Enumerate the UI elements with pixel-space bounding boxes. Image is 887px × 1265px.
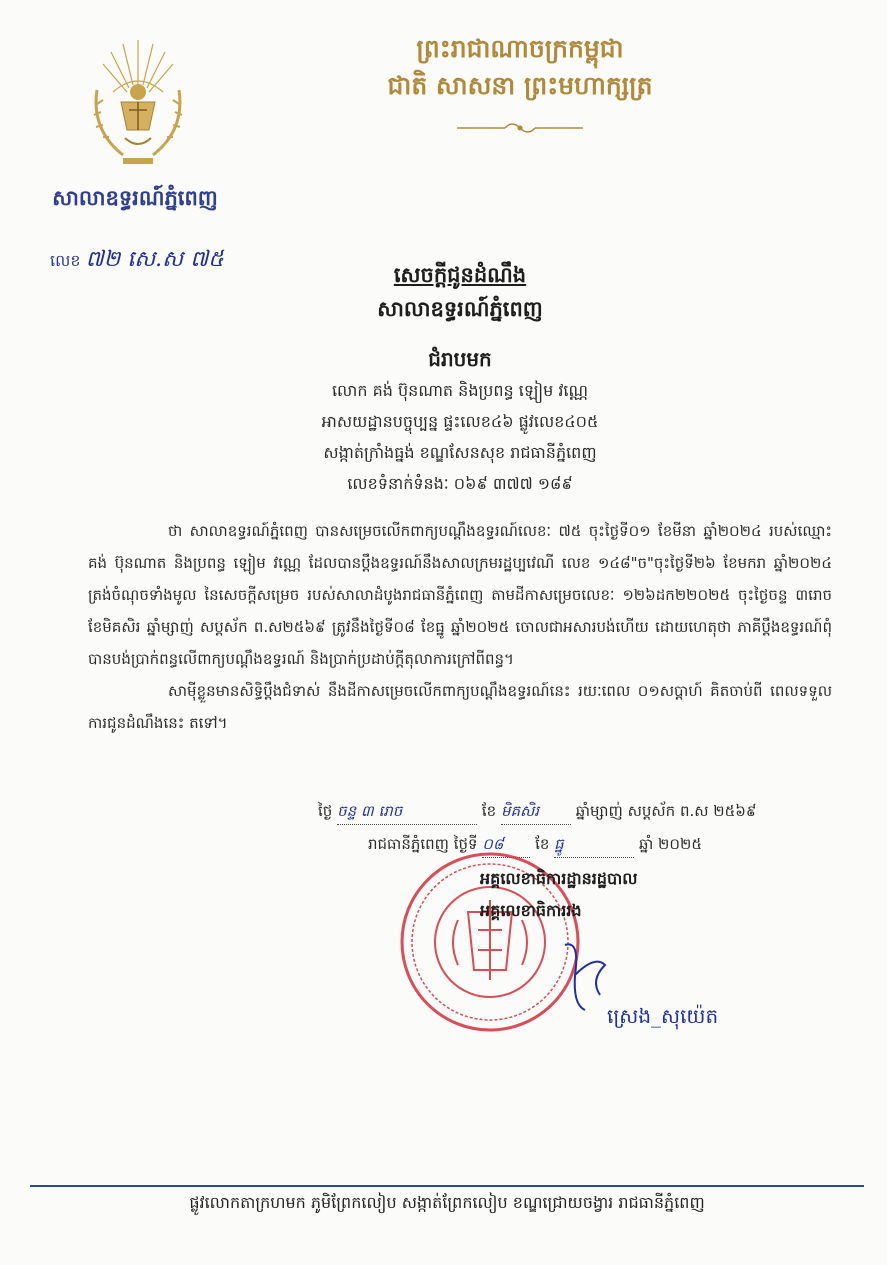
solar-month-label: ខែ [535, 835, 550, 853]
issuer-title: សាលាឧទ្ធរណ៍ភ្នំពេញ [377, 297, 543, 321]
recipient-address: អាសយដ្ឋានបច្ចុប្បន្ន ផ្ទះលេខ៤៦ ផ្លូវលេខ៤០៥ [321, 412, 599, 431]
lunar-prefix: ថ្ងៃ [318, 802, 333, 820]
recipient-name: លោក គង់ ប៊ុនណាត និងប្រពន្ធ ឡៀម វណ្ណេ [331, 381, 589, 400]
notice-title: សេចក្តីជូនដំណឹង [393, 263, 527, 287]
solar-month-handwritten: ធ្នូ [554, 835, 634, 858]
kingdom-header [300, 30, 740, 104]
signer-name: ស្រេង_សុយ៉េត [607, 1004, 719, 1028]
signature-title-1: អគ្គលេខាធិការដ្ឋានរដ្ឋបាល [480, 869, 638, 888]
recipient-phone: លេខទំនាក់ទំនងៈ ០៦៩ ៣៧៧ ១៨៩ [347, 474, 573, 493]
lunar-date-line [318, 802, 757, 825]
body-paragraph-2: សាម៉ីខ្លួនមានសិទ្ធិប្តឹងជំទាស់ នឹងដីកាសម្រេចលើកពាក្យបណ្តឹងឧទ្ធរណ៍នេះ រយៈពេល ០១សប្តាហ៍ គិតចាប់ពី ពេលទទួលការជូនដំណឹងនេះ តទៅ។ [88, 682, 832, 732]
lunar-suffix: ឆ្នាំម្សាញ់ សប្តស័ក ព.ស ២៥៦៩ [575, 802, 757, 820]
lunar-month-label: ខែ [481, 802, 497, 820]
footer-divider [30, 1185, 864, 1187]
solar-day-handwritten: ០៨ [482, 835, 530, 858]
lunar-day-handwritten: ចន្ទ ៣ រោច [337, 802, 477, 825]
body-paragraph-1: ថា សាលាឧទ្ធរណ៍ភ្នំពេញ បានសម្រេចលើកពាក្យបណ្តឹងឧទ្ធរណ៍លេខៈ ៧៥ ចុះថ្ងៃទី០១ ខែមីនា ឆ្នាំ២០២៤ របស់ឈ្មោះ គង់ ប៊ុនណាត និងប្រពន្ធ ឡៀម វណ្ណេ ដែលបានប្តឹងឧទ្ធរណ៍នឹងសាលក្រមរដ្ឋប្បវេណី លេខ ១៤៨"ច"ចុះថ្ងៃទី២៦ ខែមករា ឆ្នាំ២០២៤ ត្រង់ចំណុចទាំងមូល នៃសេចក្តីសម្រេច របស់សាលាដំបូងរាជធានីភ្នំពេញ តាមដីកាសម្រេចលេខៈ ១២៦ដក២២០២៥ ចុះថ្ងៃចន្ទ ៣រោច ខែមិគសិរ ឆ្នាំម្សាញ់ សប្តស័ក ព.ស២៥៦៩ ត្រូវនឹងថ្ងៃទី០៨ ខែធ្នូ ឆ្នាំ២០២៥ ចោលជាអសារបង់ហើយ ដោយហេតុថា ភាគីប្តឹងឧទ្ធរណ៍ពុំបានបង់ប្រាក់ពន្ធលើពាក្យបណ្តឹងឧទ្ធរណ៍ និងប្រាក់ប្រដាប់ក្តីតុលាការក្រៅពីពន្ធ។ [88, 522, 832, 668]
recipient-block [200, 375, 720, 499]
recipient-district: សង្កាត់ក្រាំងធ្នង់ ខណ្ឌសែនសុខ រាជធានីភ្នំពេញ [323, 443, 597, 462]
ref-handwritten: ៧២ សេ.ស ៧៥ [85, 247, 224, 272]
court-name: សាលាឧទ្ធរណ៍ភ្នំពេញ [52, 185, 218, 210]
signature-title-2: អគ្គលេខាធិការរង [480, 901, 582, 920]
motto-line: ជាតិ សាសនា ព្រះមហាក្សត្រ [387, 71, 653, 100]
salutation: ជំរាបមក [428, 347, 492, 371]
ornament-divider-icon [455, 120, 585, 136]
solar-year: ឆ្នាំ ២០២៥ [638, 835, 702, 853]
kingdom-line: ព្រះរាជាណាចក្រកម្ពុជា [416, 34, 624, 63]
court-emblem-icon [83, 30, 193, 170]
lunar-month-handwritten: មិគសិរ [501, 802, 571, 825]
footer-address: ផ្លូវលោកតាក្រហមក ភូមិព្រែកលៀប សង្កាត់ព្រែកលៀប ខណ្ឌជ្រោយចង្វារ រាជធានីភ្នំពេញ [189, 1193, 705, 1212]
solar-prefix: រាជធានីភ្នំពេញ ថ្ងៃទី [368, 835, 478, 853]
ref-label: លេខ [50, 251, 81, 270]
notice-body [88, 515, 832, 739]
